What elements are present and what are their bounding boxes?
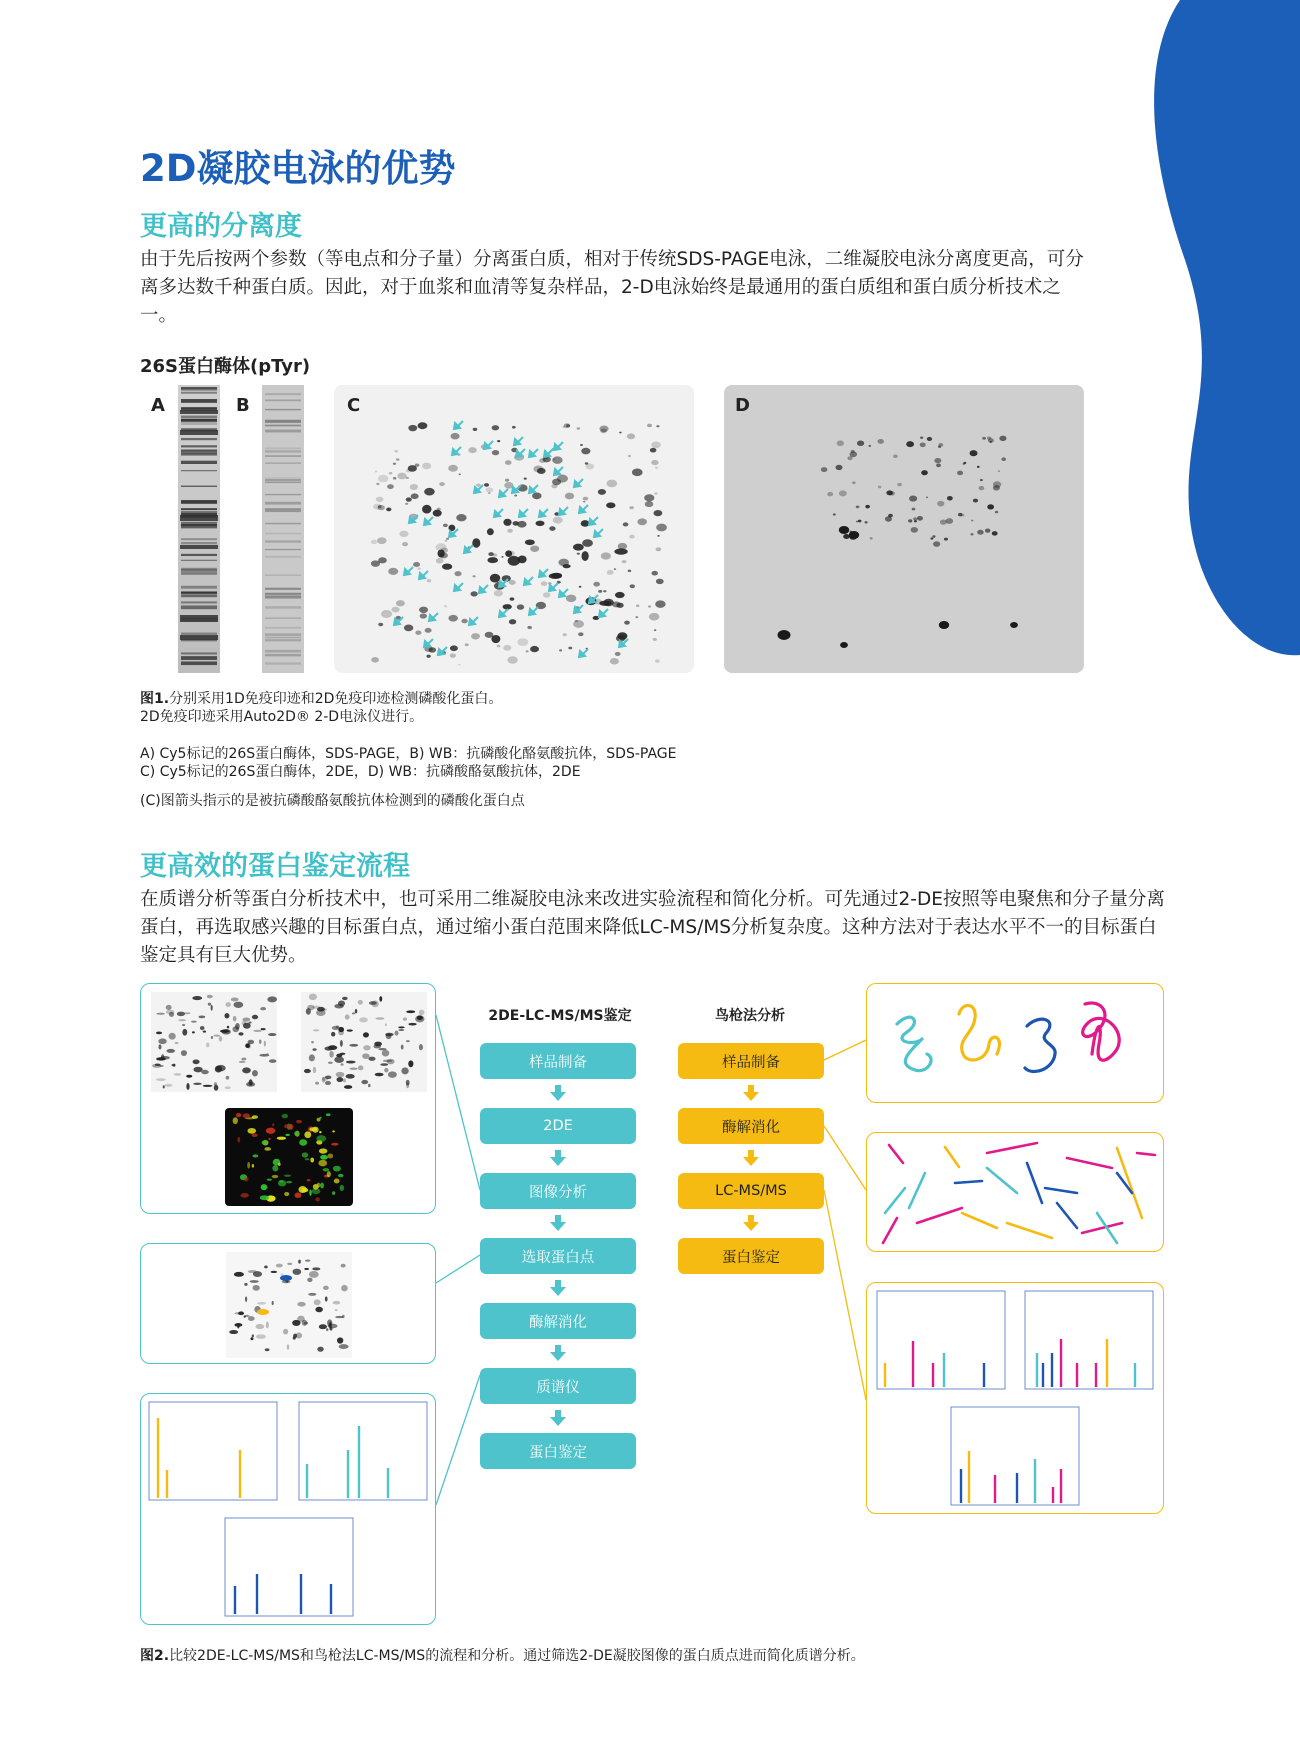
panel-letter-a: A (151, 395, 165, 416)
step-shotgun-lcms: LC-MS/MS (678, 1173, 824, 1209)
section-heading-workflow: 更高效的蛋白鉴定流程 (140, 851, 410, 882)
figure2-caption-text: 比较2DE-LC-MS/MS和鸟枪法LC-MS/MS的流程和分析。通过筛选2-DE凝胶图像的蛋白质点进而简化质谱分析。 (169, 1648, 865, 1664)
panel-peptides (866, 1132, 1164, 1252)
figure1-note-cd: C) Cy5标记的26S蛋白酶体，2DE，D) WB：抗磷酸酪氨酸抗体，2DE (140, 764, 581, 780)
ms-spectra-right (867, 1283, 1165, 1515)
step-2de-image-analysis: 图像分析 (480, 1173, 636, 1209)
step-shotgun-protein-id: 蛋白鉴定 (678, 1238, 824, 1274)
column-title-2de: 2DE-LC-MS/MS鉴定 (488, 1008, 632, 1024)
step-2de-electrophoresis: 2DE (480, 1108, 636, 1144)
step-shotgun-digestion: 酶解消化 (678, 1108, 824, 1144)
peptide-fragments (867, 1133, 1165, 1253)
page-title: 2D凝胶电泳的优势 (140, 147, 456, 190)
figure2-caption (140, 1645, 865, 1665)
figure1-caption-line1: 分别采用1D免疫印迹和2D免疫印迹检测磷酸化蛋白。 (169, 691, 503, 707)
panel-proteins (866, 983, 1164, 1103)
panel-letter-b: B (236, 395, 250, 416)
figure1-arrow-note: (C)图箭头指示的是被抗磷酸酪氨酸抗体检测到的磷酸化蛋白点 (140, 793, 525, 809)
figure1-caption-line2: 2D免疫印迹采用Auto2D® 2-D电泳仪进行。 (140, 709, 424, 725)
section-body-workflow: 在质谱分析等蛋白分析技术中，也可采用二维凝胶电泳来改进实验流程和简化分析。可先通过2-DE按照等电聚焦和分子量分离蛋白，再选取感兴趣的目标蛋白点，通过缩小蛋白范围来降低LC-MS/MS分析复杂度。这种方法对于表达水平不一的目标蛋白鉴定具有巨大优势。 (140, 889, 1165, 966)
section-body-resolution: 由于先后按两个参数（等电点和分子量）分离蛋白质，相对于传统SDS-PAGE电泳，二维凝胶电泳分离度更高，可分离多达数千种蛋白质。因此，对于血浆和血清等复杂样品，2-D电泳始终是最通用的蛋白质组和蛋白质分析技术之一。 (140, 249, 1084, 326)
panel-ms-spectra-right (866, 1282, 1164, 1514)
step-2de-protein-id: 蛋白鉴定 (480, 1433, 636, 1469)
step-2de-spot-picking: 选取蛋白点 (480, 1238, 636, 1274)
step-shotgun-sample-prep: 样品制备 (678, 1043, 824, 1079)
step-2de-digestion: 酶解消化 (480, 1303, 636, 1339)
protein-squiggles (867, 984, 1165, 1104)
panel-letter-c: C (347, 395, 361, 416)
panel-letter-d: D (735, 395, 750, 416)
section-heading-resolution: 更高的分离度 (140, 211, 302, 242)
column-title-shotgun: 鸟枪法分析 (715, 1008, 785, 1024)
step-2de-sample-prep: 样品制备 (480, 1043, 636, 1079)
figure1-label: 26S蛋白酶体(pTyr) (140, 356, 311, 377)
figure1-note-ab: A) Cy5标记的26S蛋白酶体，SDS-PAGE，B) WB：抗磷酸化酪氨酸抗体，SDS-PAGE (140, 746, 677, 762)
figure1-caption-number: 图1. (140, 691, 170, 707)
step-2de-mass-spec: 质谱仪 (480, 1368, 636, 1404)
figure2-caption-number: 图2. (140, 1648, 170, 1664)
